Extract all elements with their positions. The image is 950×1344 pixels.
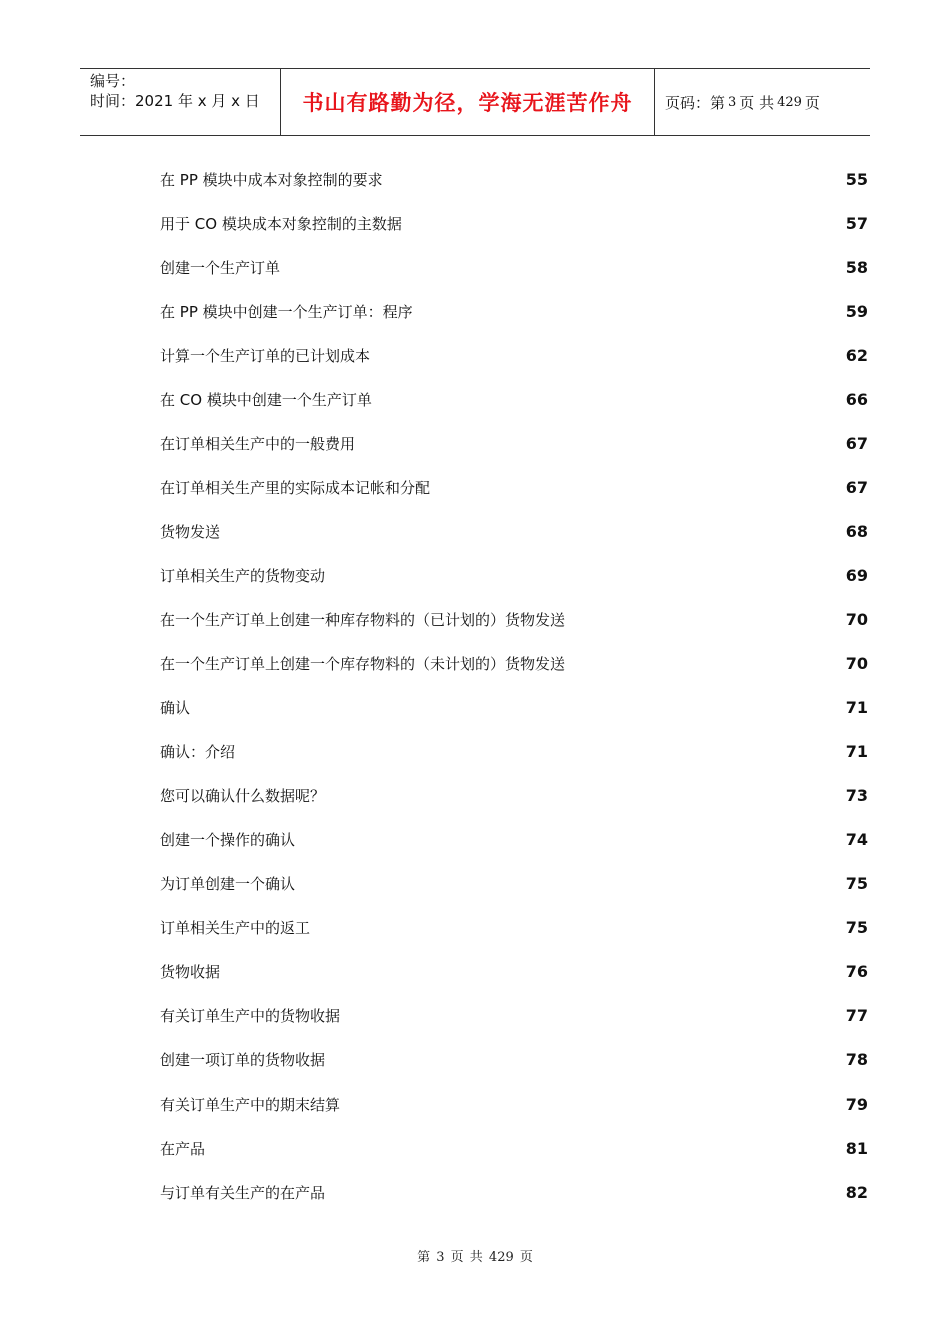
toc-entry-page: 79 [845, 1094, 868, 1114]
toc-entry[interactable] [160, 289, 868, 333]
toc-entry[interactable] [160, 906, 868, 950]
toc-entry-title: 在订单相关生产里的实际成本记帐和分配 [160, 478, 431, 497]
toc-entry-page: 58 [845, 257, 868, 277]
toc-entry[interactable] [160, 201, 868, 245]
page-mid: 页 共 [739, 93, 775, 112]
toc-entry-page: 59 [845, 301, 868, 321]
toc-entry-title: 您可以确认什么数据呢？ [160, 787, 326, 806]
toc-entry-title: 确认 [160, 699, 191, 718]
page-header [80, 68, 870, 136]
toc-entry-page: 77 [845, 1006, 868, 1026]
page-prefix: 页码：第 [665, 93, 726, 112]
toc-entry-title: 在一个生产订单上创建一个库存物料的（未计划的）货物发送 [160, 655, 566, 674]
page-current: 3 [728, 94, 737, 110]
document-date: 时间：2021 年 x 月 x 日 [90, 92, 260, 110]
toc-entry[interactable] [160, 553, 868, 597]
toc-entry[interactable] [160, 465, 868, 509]
toc-entry-title: 有关订单生产中的期末结算 [160, 1095, 341, 1114]
toc-entry-title: 创建一个生产订单 [160, 258, 281, 277]
toc-entry[interactable] [160, 774, 868, 818]
toc-entry-page: 55 [845, 169, 868, 189]
toc-entry-title: 在一个生产订单上创建一种库存物料的（已计划的）货物发送 [160, 610, 566, 629]
page-total: 429 [777, 94, 802, 110]
toc-entry[interactable] [160, 730, 868, 774]
toc-entry-page: 71 [845, 698, 868, 718]
toc-entry-page: 66 [845, 389, 868, 409]
toc-entry-title: 在 CO 模块中创建一个生产订单 [160, 390, 372, 409]
toc-entry-page: 71 [845, 742, 868, 762]
header-page-counter [655, 69, 870, 135]
document-number-label: 编号： [90, 72, 136, 90]
toc-entry-title: 确认：介绍 [160, 743, 236, 762]
toc-entry[interactable] [160, 597, 868, 641]
toc-entry-page: 82 [845, 1182, 868, 1202]
toc-entry-title: 有关订单生产中的货物收据 [160, 1007, 341, 1026]
toc-entry-title: 创建一项订单的货物收据 [160, 1051, 326, 1070]
toc-entry-page: 69 [845, 565, 868, 585]
toc-entry-title: 订单相关生产的货物变动 [160, 566, 326, 585]
toc-entry-title: 为订单创建一个确认 [160, 875, 296, 894]
toc-entry-page: 67 [845, 433, 868, 453]
toc-entry-title: 在 PP 模块中创建一个生产订单：程序 [160, 302, 413, 321]
toc-entry[interactable] [160, 1170, 868, 1214]
toc-entry-page: 70 [845, 609, 868, 629]
toc-entry[interactable] [160, 1038, 868, 1082]
toc-entry-page: 70 [845, 654, 868, 674]
toc-entry[interactable] [160, 642, 868, 686]
toc-entry[interactable] [160, 686, 868, 730]
toc-entry[interactable] [160, 509, 868, 553]
toc-entry[interactable] [160, 421, 868, 465]
table-of-contents [160, 157, 868, 1214]
toc-entry-page: 57 [845, 213, 868, 233]
toc-entry-title: 与订单有关生产的在产品 [160, 1183, 326, 1202]
toc-entry-title: 计算一个生产订单的已计划成本 [160, 346, 371, 365]
page-footer: 第 3 页 共 429 页 [417, 1250, 533, 1265]
toc-entry-title: 在产品 [160, 1139, 206, 1158]
toc-entry-page: 74 [845, 830, 868, 850]
toc-entry[interactable] [160, 950, 868, 994]
toc-entry-page: 75 [845, 874, 868, 894]
toc-entry-page: 78 [845, 1050, 868, 1070]
toc-entry[interactable] [160, 994, 868, 1038]
toc-entry-title: 货物发送 [160, 522, 221, 541]
toc-entry-page: 73 [845, 786, 868, 806]
toc-entry[interactable] [160, 862, 868, 906]
toc-entry[interactable] [160, 818, 868, 862]
toc-entry-title: 在 PP 模块中成本对象控制的要求 [160, 170, 383, 189]
toc-entry-page: 81 [845, 1138, 868, 1158]
toc-entry-title: 在订单相关生产中的一般费用 [160, 434, 356, 453]
header-meta [80, 69, 281, 135]
toc-entry[interactable] [160, 377, 868, 421]
toc-entry-title: 订单相关生产中的返工 [160, 919, 311, 938]
toc-entry-page: 76 [845, 962, 868, 982]
toc-entry[interactable] [160, 1082, 868, 1126]
toc-entry[interactable] [160, 157, 868, 201]
page-suffix: 页 [804, 93, 820, 112]
toc-entry-page: 75 [845, 918, 868, 938]
toc-entry[interactable] [160, 333, 868, 377]
header-motto: 书山有路勤为径，学海无涯苦作舟 [281, 69, 655, 135]
toc-entry[interactable] [160, 245, 868, 289]
toc-entry-title: 货物收据 [160, 963, 221, 982]
toc-entry-page: 62 [845, 345, 868, 365]
toc-entry[interactable] [160, 1126, 868, 1170]
toc-entry-page: 68 [845, 521, 868, 541]
toc-entry-title: 用于 CO 模块成本对象控制的主数据 [160, 214, 402, 233]
toc-entry-title: 创建一个操作的确认 [160, 831, 296, 850]
toc-entry-page: 67 [845, 477, 868, 497]
